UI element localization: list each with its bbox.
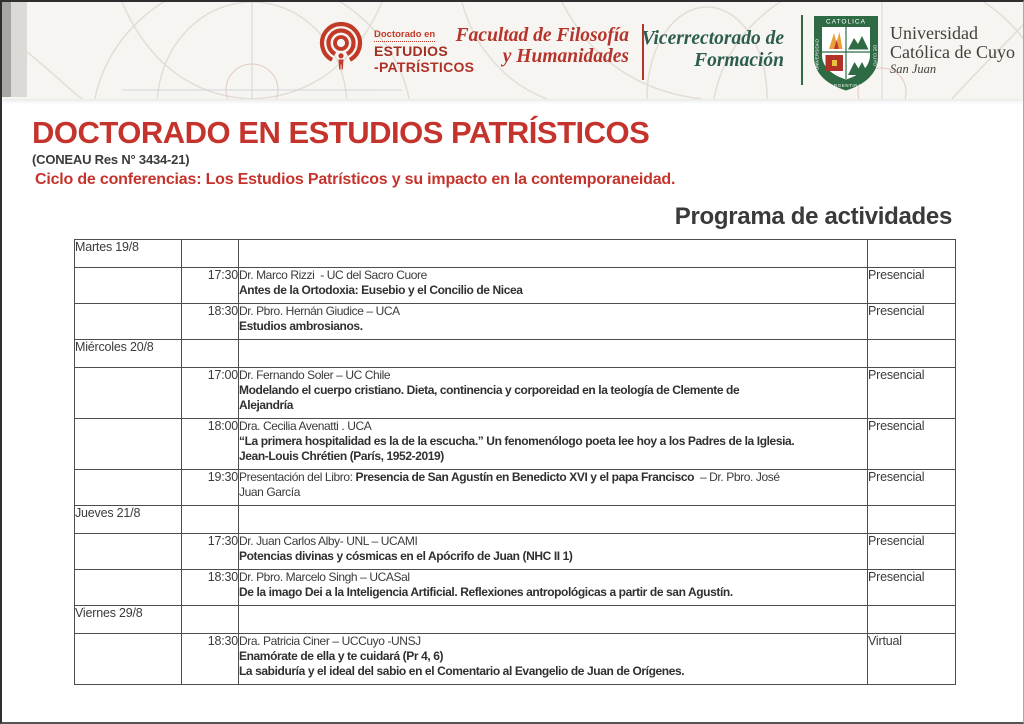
- doctorado-logo-line2: ESTUDIOS: [374, 42, 448, 59]
- session-text-segment: Dr. Pbro. Marcelo Singh – UCASal: [239, 570, 410, 584]
- session-text-segment: Dra. Cecilia Avenatti . UCA: [239, 419, 372, 433]
- session-title-segment: “La primera hospitalidad es la de la escucha.” Un fenomenólogo poeta lee hoy a los Padres de la Iglesia.: [239, 434, 795, 448]
- session-line: [239, 319, 867, 334]
- session-title-segment: Alejandría: [239, 398, 294, 412]
- session-time-cell: 18:30: [182, 570, 239, 606]
- doctorado-logo-line1: Doctorado en: [374, 28, 436, 40]
- session-content-cell: [239, 634, 868, 685]
- session-text-segment: Presentación del Libro:: [239, 470, 356, 484]
- day-cell: Jueves 21/8: [75, 506, 182, 534]
- session-text-segment: – Dr. Pbro. José: [694, 470, 780, 484]
- session-line: [239, 419, 867, 434]
- left-edge-strip-light: [11, 2, 27, 97]
- session-line: [239, 398, 867, 413]
- session-line: [239, 283, 867, 298]
- session-row: [75, 368, 956, 419]
- session-line: [239, 368, 867, 383]
- mode-cell: [868, 340, 956, 368]
- session-title-segment: Modelando el cuerpo cristiano. Dieta, continencia y corporeidad en la teología de Clemente de: [239, 383, 740, 397]
- session-line: [239, 485, 867, 500]
- day-cell: [75, 419, 182, 470]
- session-line: [239, 434, 867, 449]
- mode-cell: [868, 506, 956, 534]
- day-header-row: [75, 240, 956, 268]
- session-time-cell: 18:00: [182, 419, 239, 470]
- session-row: [75, 268, 956, 304]
- doctorado-logo: [316, 22, 474, 76]
- day-cell: [75, 304, 182, 340]
- session-row: [75, 419, 956, 470]
- session-title-segment: Estudios ambrosianos.: [239, 319, 363, 333]
- crest-text-top: CATOLICA: [826, 18, 866, 26]
- session-text-segment: Dr. Marco Rizzi - UC del Sacro Cuore: [239, 268, 427, 282]
- session-line: [239, 664, 867, 679]
- day-header-row: [75, 606, 956, 634]
- session-row: [75, 470, 956, 506]
- day-cell: [75, 470, 182, 506]
- session-mode-cell: Presencial: [868, 470, 956, 506]
- day-header-row: [75, 340, 956, 368]
- day-cell: [75, 534, 182, 570]
- session-line: [239, 449, 867, 464]
- university-name-line3: San Juan: [890, 62, 937, 76]
- session-text-segment: Dr. Pbro. Hernán Giudice – UCA: [239, 304, 400, 318]
- day-cell: [75, 634, 182, 685]
- vicerrectorado-line1: Vicerrectorado de: [641, 28, 784, 49]
- university-crest-icon: [808, 11, 884, 93]
- page-title: DOCTORADO EN ESTUDIOS PATRÍSTICOS: [32, 115, 650, 150]
- session-text-segment: Dra. Patricia Ciner – UCCuyo -UNSJ: [239, 634, 421, 648]
- session-row: [75, 534, 956, 570]
- session-content-cell: [239, 570, 868, 606]
- day-cell: Viernes 29/8: [75, 606, 182, 634]
- day-cell: Martes 19/8: [75, 240, 182, 268]
- content-cell: [239, 340, 868, 368]
- session-row: [75, 304, 956, 340]
- session-content-cell: [239, 304, 868, 340]
- session-text-segment: Dr. Juan Carlos Alby- UNL – UCAMI: [239, 534, 418, 548]
- day-cell: [75, 570, 182, 606]
- session-content-cell: [239, 470, 868, 506]
- university-name-line1: Universidad: [890, 23, 978, 43]
- mode-cell: [868, 606, 956, 634]
- content-cell: [239, 506, 868, 534]
- session-title-segment: Enamórate de ella y te cuidará (Pr 4, 6): [239, 649, 444, 663]
- session-line: [239, 549, 867, 564]
- session-mode-cell: Presencial: [868, 304, 956, 340]
- session-line: [239, 534, 867, 549]
- session-content-cell: [239, 368, 868, 419]
- session-mode-cell: Virtual: [868, 634, 956, 685]
- schedule-table: [74, 239, 956, 685]
- session-title-segment: De la imago Dei a la Inteligencia Artificial. Reflexiones antropológicas a partir de san Agustín.: [239, 585, 733, 599]
- left-edge-strip-dark: [2, 2, 11, 97]
- facultad-line1: Facultad de Filosofía: [455, 25, 629, 46]
- title-block: [32, 116, 675, 189]
- session-mode-cell: Presencial: [868, 268, 956, 304]
- crest-text-left: UNIVERSIDAD: [814, 38, 820, 71]
- session-text-segment: Juan García: [239, 485, 300, 499]
- session-title-segment: Potencias divinas y cósmicas en el Apócrifo de Juan (NHC II 1): [239, 549, 573, 563]
- session-line: [239, 634, 867, 649]
- content-cell: [239, 606, 868, 634]
- header-separator-green: [801, 15, 803, 85]
- session-line: [239, 383, 867, 398]
- session-line: [239, 470, 867, 485]
- header-band: [2, 2, 1023, 99]
- doctorado-logo-line3: -PATRÍSTICOS: [374, 58, 475, 75]
- session-time-cell: 17:30: [182, 268, 239, 304]
- facultad-title: [456, 25, 629, 67]
- session-line: [239, 585, 867, 600]
- program-heading: Programa de actividades: [674, 203, 952, 230]
- content-cell: [239, 240, 868, 268]
- day-cell: [75, 268, 182, 304]
- session-mode-cell: Presencial: [868, 368, 956, 419]
- session-time-cell: 18:30: [182, 634, 239, 685]
- conference-cycle-subtitle: Ciclo de conferencias: Los Estudios Patrísticos y su impacto en la contemporaneidad.: [35, 171, 676, 188]
- session-row: [75, 570, 956, 606]
- session-text-segment: Dr. Fernando Soler – UC Chile: [239, 368, 391, 382]
- session-time-cell: 17:00: [182, 368, 239, 419]
- session-time-cell: 17:30: [182, 534, 239, 570]
- day-cell: Miércoles 20/8: [75, 340, 182, 368]
- time-cell: [182, 606, 239, 634]
- session-row: [75, 634, 956, 685]
- session-content-cell: [239, 419, 868, 470]
- session-content-cell: [239, 534, 868, 570]
- session-line: [239, 649, 867, 664]
- facultad-line2: y Humanidades: [502, 46, 629, 67]
- session-title-segment: La sabiduría y el ideal del sabio en el Comentario al Evangelio de Juan de Orígenes.: [239, 664, 685, 678]
- session-content-cell: [239, 268, 868, 304]
- session-line: [239, 570, 867, 585]
- vicerrectorado-line2: Formación: [694, 50, 784, 71]
- university-name-line2: Católica de Cuyo: [890, 42, 1015, 62]
- doctorado-aureole-icon: [316, 22, 366, 76]
- session-title-segment: Antes de la Ortodoxia: Eusebio y el Concilio de Nicea: [239, 283, 523, 297]
- session-line: [239, 268, 867, 283]
- session-title-segment: Presencia de San Agustín en Benedicto XVI y el papa Francisco: [355, 470, 695, 484]
- vicerrectorado-title: [642, 28, 784, 72]
- session-mode-cell: Presencial: [868, 534, 956, 570]
- session-time-cell: 18:30: [182, 304, 239, 340]
- university-name: [890, 24, 1015, 76]
- mode-cell: [868, 240, 956, 268]
- session-mode-cell: Presencial: [868, 419, 956, 470]
- crest-text-bottom: ARGENTINA: [830, 83, 862, 88]
- time-cell: [182, 506, 239, 534]
- day-cell: [75, 368, 182, 419]
- coneau-resolution: (CONEAU Res N° 3434-21): [32, 152, 190, 167]
- time-cell: [182, 240, 239, 268]
- time-cell: [182, 340, 239, 368]
- day-header-row: [75, 506, 956, 534]
- session-mode-cell: Presencial: [868, 570, 956, 606]
- session-time-cell: 19:30: [182, 470, 239, 506]
- session-line: [239, 304, 867, 319]
- session-title-segment: Jean-Louis Chrétien (París, 1952-2019): [239, 449, 444, 463]
- crest-text-right: DE CUYO: [872, 45, 878, 66]
